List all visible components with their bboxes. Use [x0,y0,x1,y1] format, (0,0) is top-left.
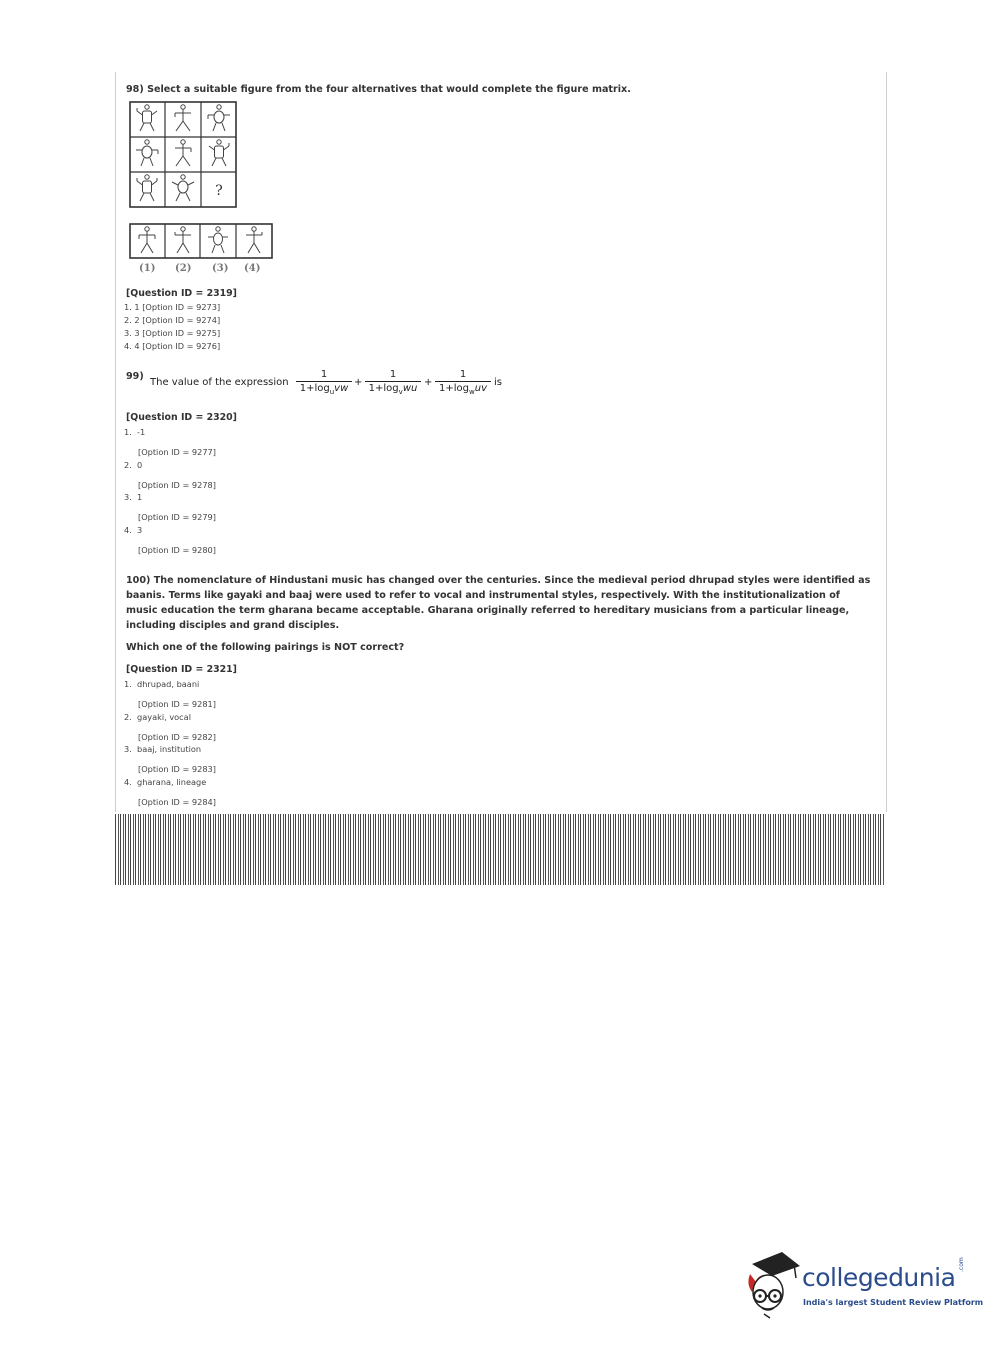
barcode-strip [115,814,885,885]
q98-option-2[interactable]: 2. 2 [Option ID = 9274] [124,315,221,325]
figure-matrix [129,101,237,208]
q100-option-2-id: [Option ID = 9282] [138,732,216,742]
mascot-logo-icon [742,1250,802,1320]
q99-term-2: 1 $1+\log_vwu$ [365,369,421,399]
q98-question-id: [Question ID = 2319] [126,288,237,299]
q99-option-1[interactable]: 1. -1 [124,427,146,437]
q98-option-4[interactable]: 4. 4 [Option ID = 9276] [124,341,221,351]
q99-option-2[interactable]: 2. 0 [124,460,143,470]
question-mark: ? [215,183,223,199]
q98-prompt: 98) Select a suitable figure from the four alternatives that would complete the figure matrix. [126,84,631,95]
q100-question-id: [Question ID = 2321] [126,664,237,675]
q100-option-3-id: [Option ID = 9283] [138,764,216,774]
alt-label-4: (4) [244,263,261,274]
q99-question-id: [Question ID = 2320] [126,412,237,423]
alt-label-3: (3) [212,263,229,274]
answer-figures [129,223,273,259]
q100-option-3[interactable]: 3. baaj, institution [124,744,202,754]
q100-passage: 100) The nomenclature of Hindustani music has changed over the centuries. Since the medieval period dhrupad styles were identified as baanis. Terms like gayaki and baaj were used to refer to vocal and instrumental styles, respectively. With the institutionalization of music education the term gharana became acceptable. Gharana originally referred to hereditary musicians from a particular lineage, including disciples and grand disciples. [126,575,871,631]
q100-option-4-id: [Option ID = 9284] [138,797,216,807]
q99-term-1: 1 $1+\log_uvw$ [296,369,352,399]
q99-option-1-id: [Option ID = 9277] [138,447,216,457]
q98-option-3[interactable]: 3. 3 [Option ID = 9275] [124,328,221,338]
q100-option-1[interactable]: 1. dhrupad, baani [124,679,200,689]
q99-plus-2: + [424,377,433,388]
q99-option-4[interactable]: 4. 3 [124,525,143,535]
q100-option-2[interactable]: 2. gayaki, vocal [124,712,191,722]
logo-dotcom: .com [958,1257,965,1272]
q100-option-4[interactable]: 4. gharana, lineage [124,777,207,787]
q99-term-3: 1 $1+\log_wuv$ [435,369,491,399]
alt-label-2: (2) [175,263,192,274]
q98-option-1[interactable]: 1. 1 [Option ID = 9273] [124,302,221,312]
q99-prefix: The value of the expression [150,377,289,388]
q99-option-4-id: [Option ID = 9280] [138,545,216,555]
q99-plus-1: + [354,377,363,388]
q99-number: 99) [126,371,144,382]
q100-option-1-id: [Option ID = 9281] [138,699,216,709]
logo-tagline: India's largest Student Review Platform [803,1298,984,1307]
q99-suffix: is [494,377,502,388]
q99-option-2-id: [Option ID = 9278] [138,480,216,490]
logo-brand: collegedunia [802,1263,956,1292]
q100-question: Which one of the following pairings is NOT correct? [126,642,405,653]
q99-option-3-id: [Option ID = 9279] [138,512,216,522]
alt-label-1: (1) [139,263,156,274]
q99-option-3[interactable]: 3. 1 [124,492,143,502]
